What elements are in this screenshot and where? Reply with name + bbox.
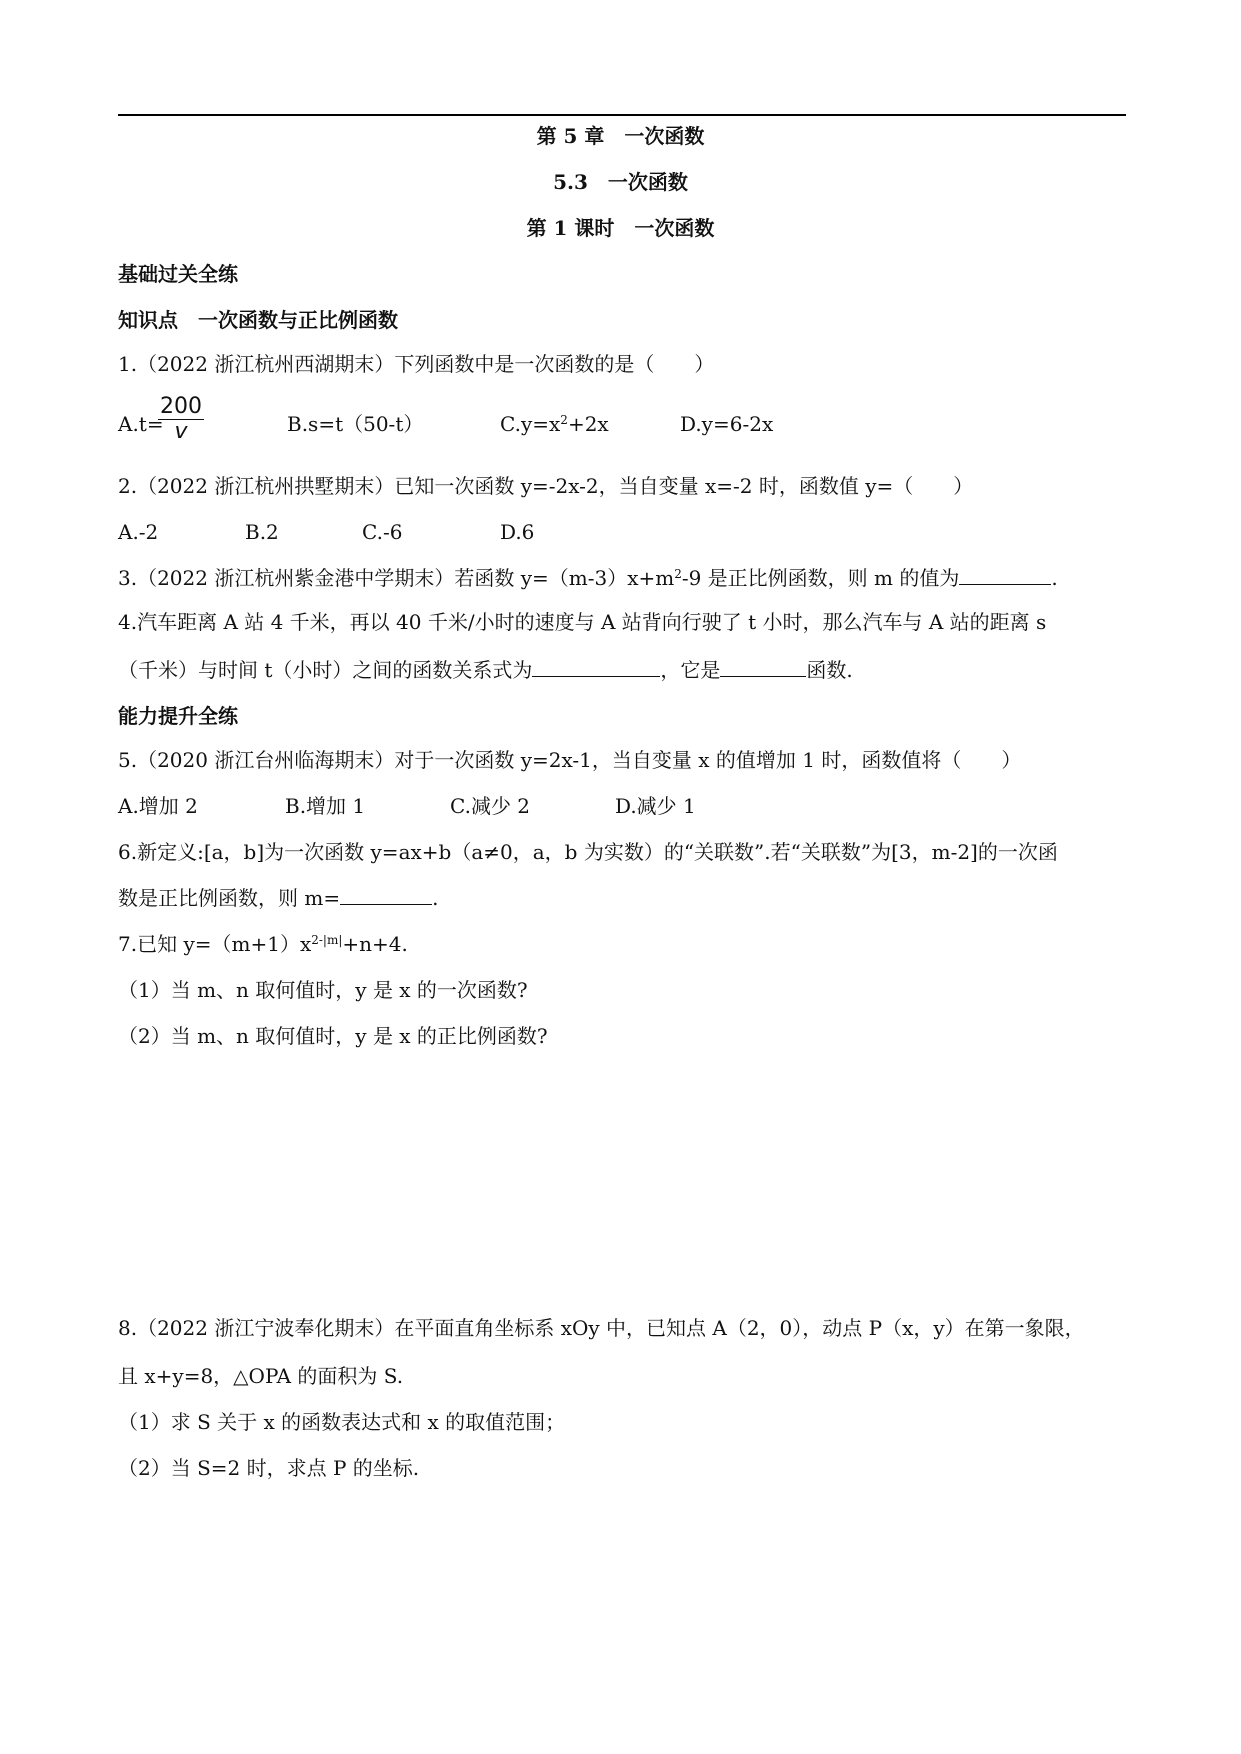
q5-stem: 5.（2020 浙江台州临海期末）对于一次函数 y=2x-1，当自变量 x 的值增加 1 时，函数值将（ ） xyxy=(118,748,1022,772)
q7-exponent: 2-|m| xyxy=(311,933,343,947)
q1-option-b: B.s=t（50-t） xyxy=(287,412,424,436)
q3-exponent: 2 xyxy=(674,567,682,581)
q5-option-b: B.增加 1 xyxy=(285,794,366,818)
q6-line-2 xyxy=(118,884,438,912)
section-title: 5.3 一次函数 xyxy=(553,170,688,194)
q1-fraction-numerator: 200 xyxy=(160,394,202,419)
q8-line-2: 且 x+y=8，△OPA 的面积为 S. xyxy=(118,1364,404,1388)
q6-period: . xyxy=(432,886,439,910)
q3-text-start: 3.（2022 浙江杭州紫金港中学期末）若函数 y=（m-3）x+m xyxy=(118,566,675,590)
knowledge-heading: 知识点 一次函数与正比例函数 xyxy=(118,308,398,332)
q1-option-c-base: C.y=x xyxy=(500,412,561,436)
q2-option-b: B.2 xyxy=(245,520,279,544)
q3-period: . xyxy=(1051,566,1058,590)
section-basic-heading: 基础过关全练 xyxy=(118,262,238,286)
q7-stem xyxy=(118,930,408,958)
q8-part-2: （2）当 S=2 时，求点 P 的坐标. xyxy=(118,1456,420,1480)
q1-stem: 1.（2022 浙江杭州西湖期末）下列函数中是一次函数的是（ ） xyxy=(118,352,715,376)
q6-line-1: 6.新定义:[a，b]为一次函数 y=ax+b（a≠0，a，b 为实数）的“关联数”.若“关联数”为[3，m-2]的一次函 xyxy=(118,840,1058,864)
q6-answer-blank xyxy=(340,884,432,905)
q3-text-end: -9 是正比例函数，则 m 的值为 xyxy=(681,566,960,590)
q4-line-2-end: 函数. xyxy=(806,658,853,682)
q5-option-d: D.减少 1 xyxy=(615,794,696,818)
q4-type-blank xyxy=(720,656,806,677)
q4-line-2-mid: ，它是 xyxy=(660,658,721,682)
q5-option-a: A.增加 2 xyxy=(118,794,198,818)
q7-part-2: （2）当 m、n 取何值时，y 是 x 的正比例函数? xyxy=(118,1024,548,1048)
q4-line-2 xyxy=(118,656,853,684)
q2-option-d: D.6 xyxy=(500,520,535,544)
q1-fraction-denominator: v xyxy=(174,419,188,444)
q3-answer-blank xyxy=(959,564,1051,585)
q8-line-1: 8.（2022 浙江宁波奉化期末）在平面直角坐标系 xOy 中，已知点 A（2，0），动点 P（x，y）在第一象限， xyxy=(118,1316,1085,1340)
q1-option-c xyxy=(500,410,609,438)
q1-option-c-tail: +2x xyxy=(567,412,609,436)
chapter-title: 第 5 章 一次函数 xyxy=(536,124,705,148)
header-rule xyxy=(118,114,1126,116)
q1-option-a-fraction xyxy=(158,395,204,444)
q4-relation-blank xyxy=(532,656,660,677)
q8-part-1: （1）求 S 关于 x 的函数表达式和 x 的取值范围； xyxy=(118,1410,566,1434)
lesson-title: 第 1 课时 一次函数 xyxy=(526,216,715,240)
q7-part-1: （1）当 m、n 取何值时，y 是 x 的一次函数? xyxy=(118,978,528,1002)
q7-text-end: +n+4. xyxy=(342,932,408,956)
q6-line-2-start: 数是正比例函数，则 m= xyxy=(118,886,341,910)
q1-option-d: D.y=6-2x xyxy=(680,412,774,436)
section-advanced-heading: 能力提升全练 xyxy=(118,704,238,728)
q4-line-1: 4.汽车距离 A 站 4 千米，再以 40 千米/小时的速度与 A 站背向行驶了 t 小时，那么汽车与 A 站的距离 s xyxy=(118,610,1047,634)
q2-option-a: A.-2 xyxy=(118,520,159,544)
q1-option-c-exponent: 2 xyxy=(560,413,568,427)
q3-stem xyxy=(118,564,1058,592)
q1-option-a-prefix: A.t= xyxy=(118,412,164,436)
q2-stem: 2.（2022 浙江杭州拱墅期末）已知一次函数 y=-2x-2，当自变量 x=-2 时，函数值 y=（ ） xyxy=(118,474,974,498)
q5-option-c: C.减少 2 xyxy=(450,794,531,818)
q2-option-c: C.-6 xyxy=(362,520,403,544)
q4-line-2-start: （千米）与时间 t（小时）之间的函数关系式为 xyxy=(118,658,533,682)
q7-text-start: 7.已知 y=（m+1）x xyxy=(118,932,312,956)
